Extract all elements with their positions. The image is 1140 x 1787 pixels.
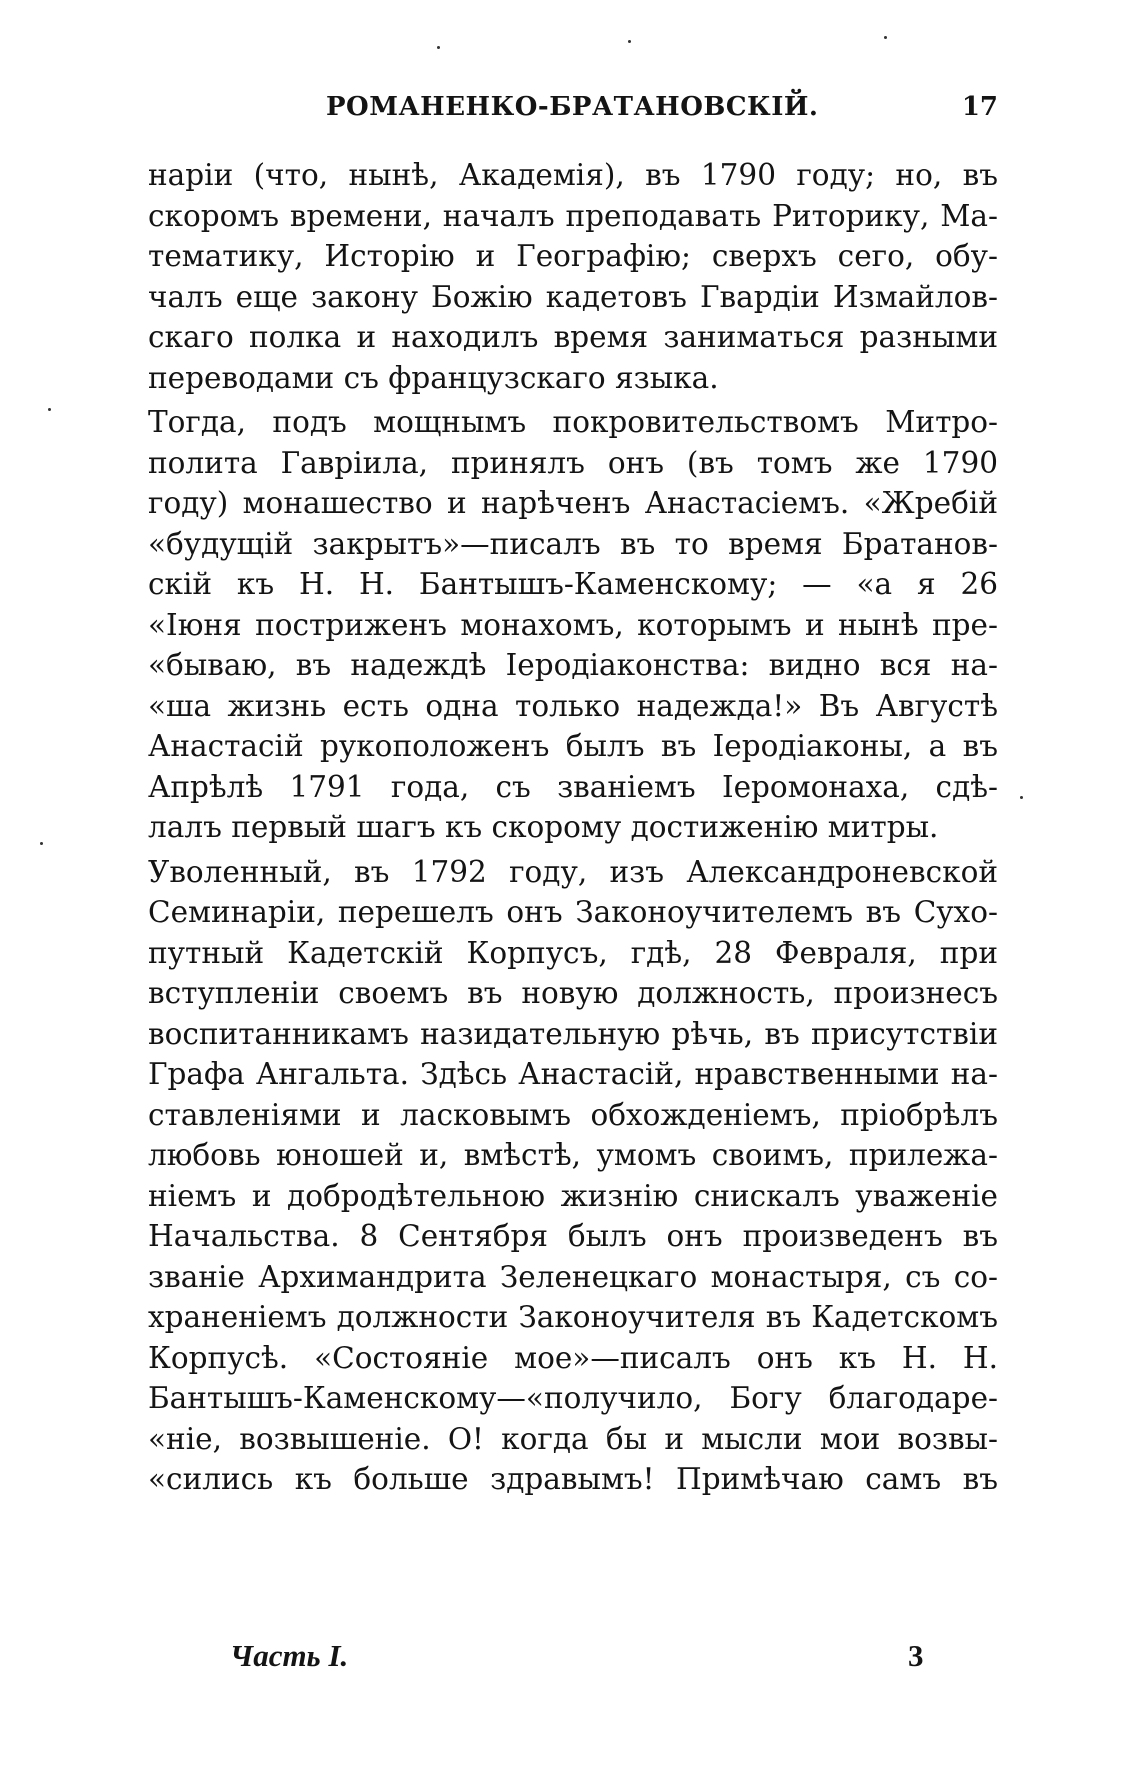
text-line: вступленіи своемъ въ новую должность, произнесъ — [148, 976, 998, 1010]
page-footer — [148, 1638, 998, 1678]
paragraph-2 — [148, 402, 998, 848]
text-line: ставленіями и ласковымъ обхожденіемъ, пріобрѣлъ — [148, 1097, 998, 1132]
scan-speck — [48, 408, 51, 411]
text-line: «ніе, возвышеніе. О! когда бы и мысли мои возвы- — [148, 1421, 998, 1456]
text-line: скаго полка и находилъ время заниматься разными — [148, 320, 998, 354]
text-line: году) монашество и нарѣченъ Анастасіемъ. «Жребій — [148, 486, 998, 520]
text-line: «сились къ больше здравымъ! Примѣчаю самъ въ — [148, 1462, 998, 1496]
running-title: РОМАНЕНКО-БРАТАНОВСКІЙ. — [326, 92, 819, 122]
text-line: ніемъ и добродѣтельною жизнію снискалъ уваженіе — [148, 1178, 998, 1213]
text-line: тематику, Исторію и Географію; сверхъ сего, обу- — [148, 239, 998, 273]
text-line: наріи (что, нынѣ, Академія), въ 1790 году; но, въ — [148, 158, 998, 192]
scan-speck — [628, 40, 631, 43]
signature-mark: Часть I. — [230, 1638, 349, 1673]
text-line: путный Кадетскій Корпусъ, гдѣ, 28 Февраля, при — [148, 935, 998, 970]
text-line: воспитанникамъ назидательную рѣчь, въ присутствіи — [148, 1016, 998, 1051]
text-line: скій къ Н. Н. Бантышъ-Каменскому; — «а я 26 — [148, 567, 998, 601]
text-line: «Іюня постриженъ монахомъ, которымъ и нынѣ пре- — [148, 607, 998, 642]
text-line: Корпусѣ. «Состояніе мое»—писалъ онъ къ Н. Н. — [148, 1340, 998, 1375]
sheet-number: 3 — [908, 1638, 924, 1673]
text-line: Бантышъ-Каменскому—«получило, Богу благодаре- — [148, 1381, 998, 1415]
paragraph-1 — [148, 155, 998, 398]
scan-speck — [884, 36, 887, 39]
text-line: Тогда, подъ мощнымъ покровительствомъ Митро- — [148, 405, 998, 439]
scan-speck — [40, 842, 43, 845]
text-line: Апрѣлѣ 1791 года, съ званіемъ Іеромонаха, сдѣ- — [148, 769, 998, 804]
paragraph-3 — [148, 852, 998, 1500]
text-line: «бываю, въ надеждѣ Іеродіаконства: видно вся на- — [148, 648, 998, 682]
text-line: чалъ еще закону Божію кадетовъ Гвардіи Измайлов- — [148, 279, 998, 314]
text-line: Уволенный, въ 1792 году, изъ Александроневской — [148, 854, 998, 889]
body-text — [148, 155, 998, 1500]
text-line: полита Гавріила, принялъ онъ (въ томъ же 1790 — [148, 445, 998, 480]
text-line: храненіемъ должности Законоучителя въ Кадетскомъ — [148, 1300, 998, 1334]
text-line: «ша жизнь есть одна только надежда!» Въ Августѣ — [148, 688, 998, 723]
page-header — [148, 92, 998, 140]
text-line: любовь юношей и, вмѣстѣ, умомъ своимъ, прилежа- — [148, 1138, 998, 1172]
text-line: «будущій закрытъ»—писалъ въ то время Братанов- — [148, 526, 998, 561]
text-line: Графа Ангальта. Здѣсь Анастасій, нравственными на- — [148, 1057, 998, 1091]
scan-speck — [1020, 796, 1023, 799]
text-line: Анастасій рукоположенъ былъ въ Іеродіаконы, а въ — [148, 729, 998, 763]
text-line: лалъ первый шагъ къ скорому достиженію митры. — [148, 810, 939, 844]
text-line: переводами съ французскаго языка. — [148, 360, 719, 395]
text-line: Семинаріи, перешелъ онъ Законоучителемъ въ Сухо- — [148, 895, 998, 929]
text-line: Начальства. 8 Сентября былъ онъ произведенъ въ — [148, 1219, 998, 1253]
text-line: званіе Архимандрита Зеленецкаго монастыря, съ со- — [148, 1259, 998, 1294]
scan-speck — [437, 46, 440, 49]
page-number: 17 — [961, 92, 998, 122]
text-line: скоромъ времени, началъ преподавать Риторику, Ма- — [148, 198, 998, 233]
